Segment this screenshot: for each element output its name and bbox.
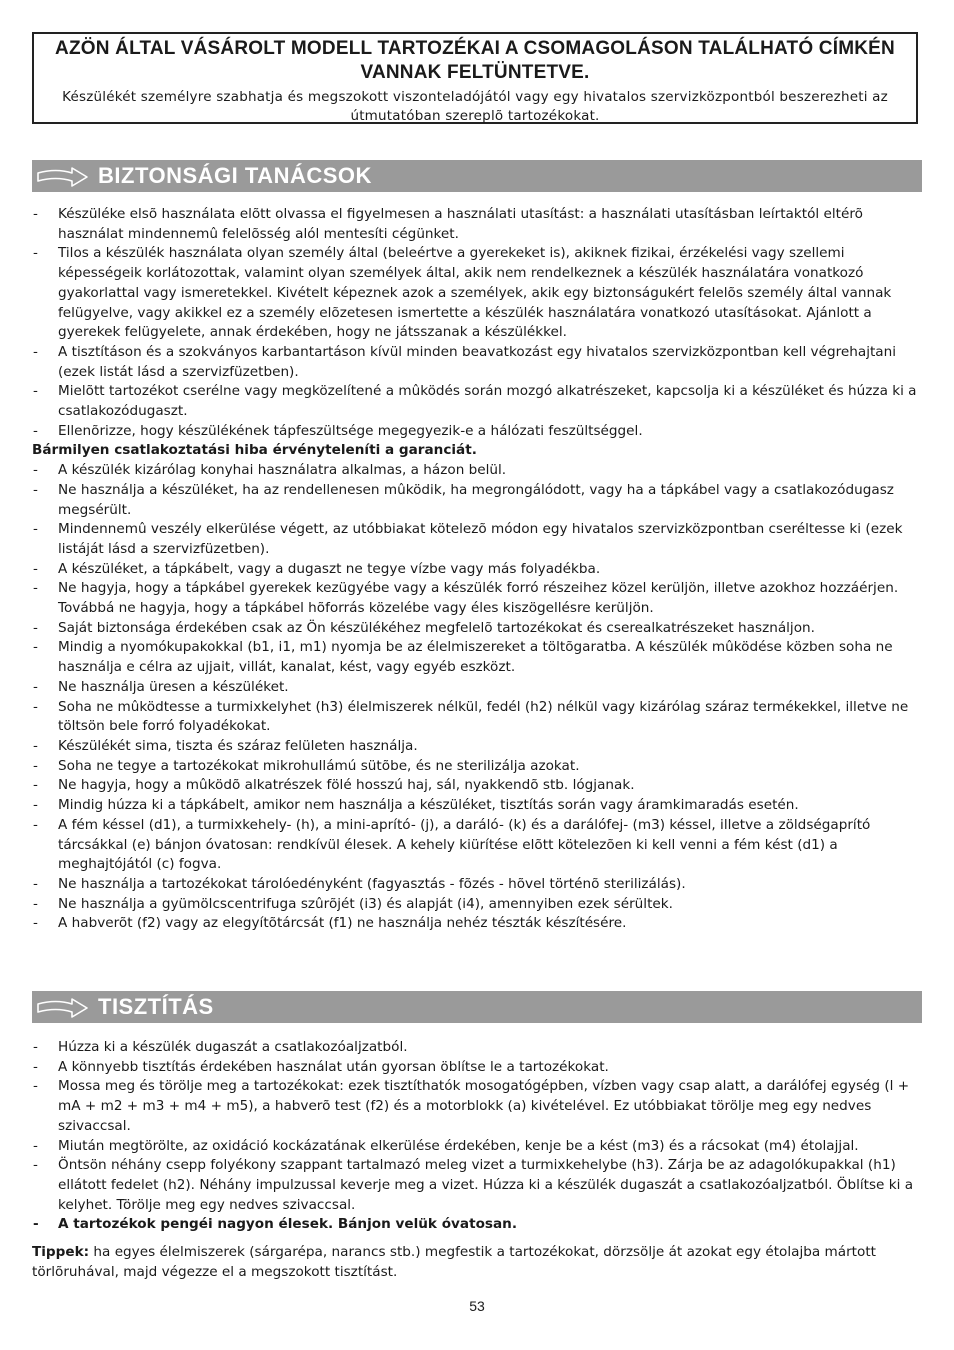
list-item: - A habverõt (f2) vagy az elegyítõtárcsát (f1) ne használja nehéz tészták készítésére. — [32, 914, 924, 934]
list-item: - Ne használja a készüléket, ha az rendellenesen mûködik, ha megrongálódott, vagy ha a tápkábel vagy a csatlakozódugasz megsérült. — [32, 481, 924, 520]
list-item: - A könnyebb tisztítás érdekében használat után gyorsan öblítse le a tartozékokat. — [32, 1058, 924, 1078]
list-item: - Ne hagyja, hogy a tápkábel gyerekek kezügyébe vagy a készülék forró részeihez közel kerüljön, illetve azokhoz hozzáérjen. Továbbá ne hagyja, hogy a tápkábel hõforrás közelébe vagy éles kiszögellésre kerüljön. — [32, 579, 924, 618]
safety-title: BIZTONSÁGI TANÁCSOK — [98, 163, 372, 188]
list-item: - Mindig a nyomókupakokkal (b1, i1, m1) nyomja be az élelmiszereket a töltõgaratba. A készülék mûködése közben soha ne használja e célra az ujjait, villát, kanalat, kést, vagy egyéb eszközt. — [32, 638, 924, 677]
list-item: - Készüléke elsõ használata elõtt olvassa el figyelmesen a használati utasítást: a használati utasításban leírtaktól eltérõ használat mindennemû felelõsség alól mentesíti cégünket. — [32, 205, 924, 244]
list-item: - Mielõtt tartozékot cserélne vagy megközelítené a mûködés során mozgó alkatrészeket, kapcsolja ki a készüléket és húzza ki a csatlakozódugaszt. — [32, 382, 924, 421]
list-item: - Készülékét sima, tiszta és száraz felületen használja. — [32, 737, 924, 757]
page-number: 53 — [469, 1298, 485, 1314]
tips-text: ha egyes élelmiszerek (sárgarépa, narancs stb.) megfestik a tartozékokat, dörzsölje át azokat egy étolajba mártott törlõruhával, majd végezze el a megszokott tisztítást. — [32, 1244, 876, 1280]
list-item: - Soha ne mûködtesse a turmixkelyhet (h3) élelmiszerek nélkül, fedél (h2) nélkül vagy kizárólag száraz termékekkel, illetve ne töltsön bele forró folyadékokat. — [32, 698, 924, 737]
list-item: - Mindennemû veszély elkerülése végett, az utóbbiakat kötelezõ módon egy hivatalos szervizközpontban cseréltesse ki (ezek listáját lásd a szervizfüzetben). — [32, 520, 924, 559]
list-item: - A tisztításon és a szokványos karbantartáson kívül minden beavatkozást egy hivatalos szervizközpontban kell végrehajtani (ezek listát lásd a szervizfüzetben). — [32, 343, 924, 382]
notice-text: Készülékét személyre szabhatja és megszokott viszonteladójától vagy egy hivatalos szervizközpontból beszerezheti az útmutatóban szereplõ tartozékokat. — [62, 89, 888, 124]
arrow-icon — [36, 164, 90, 190]
list-item: - Ne használja üresen a készüléket. — [32, 678, 924, 698]
tips-label: Tippek: — [32, 1244, 90, 1260]
list-item: - Ne használja a gyümölcscentrifuga szûrõjét (i3) és alapját (i4), amennyiben ezek sérültek. — [32, 895, 924, 915]
accessories-notice-box — [32, 32, 918, 124]
arrow-icon — [36, 995, 90, 1021]
list-item: - Öntsön néhány csepp folyékony szappant tartalmazó meleg vizet a turmixkehelybe (h3). Zárja be az adagolókupakkal (h1) ellátott fedelet (h2). Néhány impulzussal keverje meg a vizet. Húzza ki a készülék dugaszát a csatlakozóaljzatból. Öblítse ki a kelyhet. Törölje meg egy nedves szivaccsal. — [32, 1156, 924, 1215]
list-item: - A készülék kizárólag konyhai használatra alkalmas, a házon belül. — [32, 461, 924, 481]
list-item: - Húzza ki a készülék dugaszát a csatlakozóaljzatból. — [32, 1038, 924, 1058]
safety-section-header — [32, 160, 922, 192]
list-item: - A készüléket, a tápkábelt, vagy a dugaszt ne tegye vízbe vagy más folyadékba. — [32, 560, 924, 580]
list-item: - Mindig húzza ki a tápkábelt, amikor nem használja a készüléket, tisztítás során vagy áramkimaradás esetén. — [32, 796, 924, 816]
cleaning-section-header — [32, 991, 922, 1023]
list-item: - A tartozékok pengéi nagyon élesek. Bánjon velük óvatosan. — [32, 1215, 924, 1235]
notice-heading: AZÖN ÁLTAL VÁSÁROLT MODELL TARTOZÉKAI A CSOMAGOLÁSON TALÁLHATÓ CÍMKÉN VANNAK FELTÜNTETVE. — [55, 38, 895, 83]
safety-list — [32, 205, 924, 934]
list-item: - Mossa meg és törölje meg a tartozékokat: ezek tisztíthatók mosogatógépben, vízben vagy csap alatt, a darálófej egység (l + mA + m2 + m3 + m4 + m5), a habverõ test (f2) és a motorblokk (a) kivételével. Ez utóbbiakat törölje meg egy nedves szivaccsal. — [32, 1077, 924, 1136]
tips-paragraph — [32, 1243, 922, 1282]
list-item: - Ne használja a tartozékokat tárolóedényként (fagyasztás - fõzés - hõvel történõ sterilizálás). — [32, 875, 924, 895]
list-item: - Ne hagyja, hogy a mûködõ alkatrészek fölé hosszú haj, sál, nyakkendõ stb. lógjanak. — [32, 776, 924, 796]
cleaning-list — [32, 1038, 924, 1235]
list-item: - Miután megtörölte, az oxidáció kockázatának elkerülése érdekében, kenje be a kést (m3) és a rácsokat (m4) étolajjal. — [32, 1137, 924, 1157]
list-item: - Saját biztonsága érdekében csak az Ön készülékéhez megfelelõ tartozékokat és cserealkatrészeket használjon. — [32, 619, 924, 639]
list-item: - A fém késsel (d1), a turmixkehely- (h), a mini-aprító- (j), a daráló- (k) és a darálófej- (m3) késsel, illetve a zöldségaprító tárcsákkal (e) bánjon óvatosan: rendkívül élesek. A kehely kiürítése elõtt kötelezõen ki kell venni a fém kést (d1) a meghajtójától (c) fogva. — [32, 816, 924, 875]
cleaning-title: TISZTÍTÁS — [98, 994, 214, 1019]
list-item: - Tilos a készülék használata olyan személy által (beleértve a gyerekeket is), akiknek fizikai, érzékelési vagy szellemi képességeik korlátozottak, valamint olyan személyek által, akik nem rendelkeznek a készülék használatára vonatkozó gyakorlattal vagy ismeretekkel. Kivételt képeznek azok a személyek, akik egy biztonságukért felelõs személy által vannak felügyelve, vagy akikkel ez a személy elõzetesen ismertette a készülék használatára vonatkozó utasításokat. Ajánlott a gyerekek felügyelete, annak érdekében, hogy ne játsszanak a készülékkel. — [32, 244, 924, 343]
list-item: - Soha ne tegye a tartozékokat mikrohullámú sütõbe, és ne sterilizálja azokat. — [32, 757, 924, 777]
list-item: Bármilyen csatlakoztatási hiba érvényteleníti a garanciát. — [32, 442, 477, 459]
list-item: - Ellenõrizze, hogy készülékének tápfeszültsége megegyezik-e a hálózati feszültséggel. — [32, 422, 924, 442]
